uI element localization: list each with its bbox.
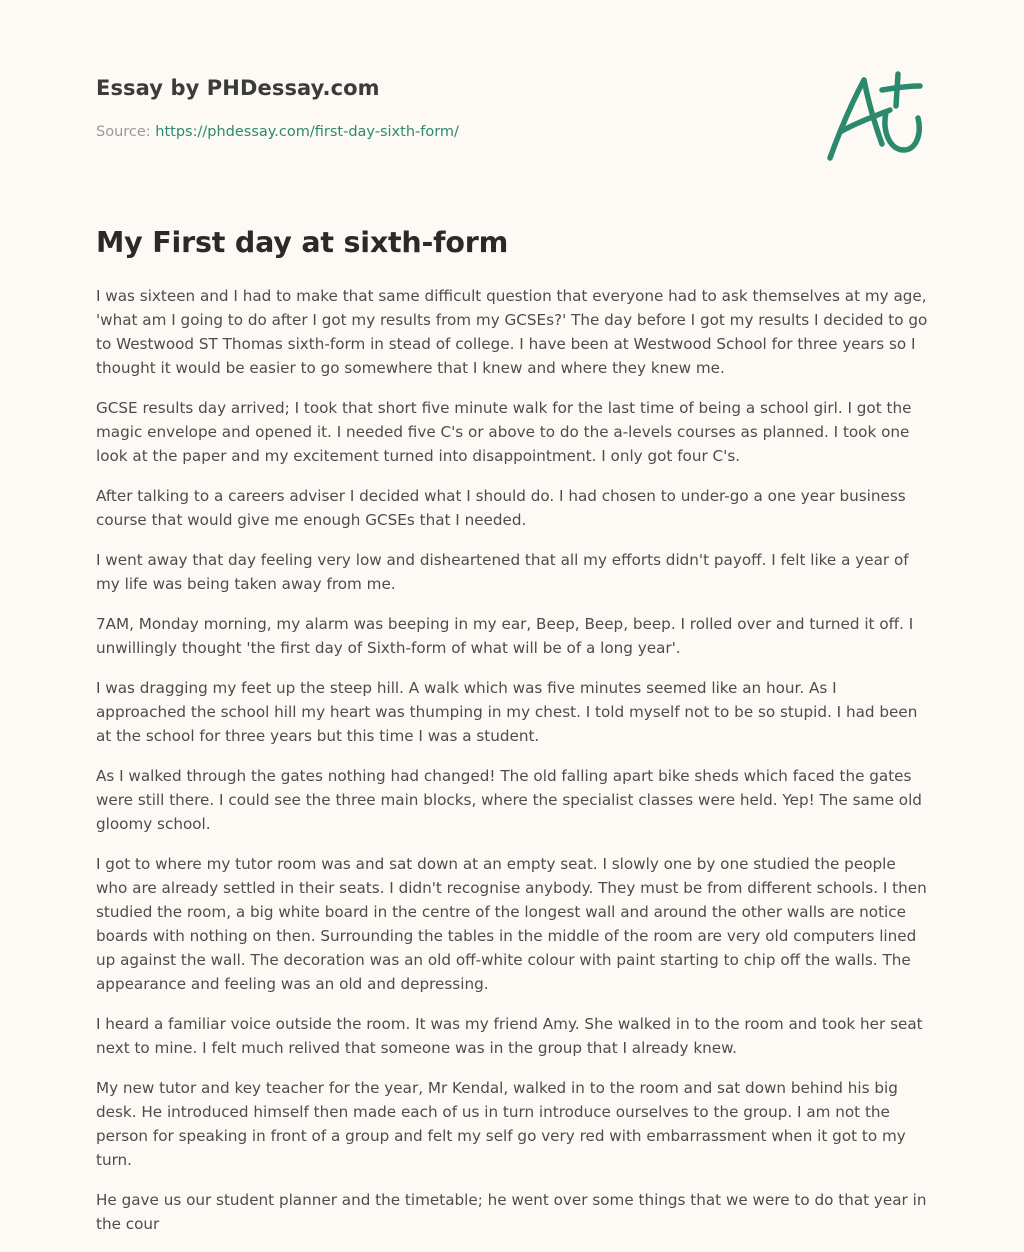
essay-paragraph: I was sixteen and I had to make that same difficult question that everyone had to ask themselves at my age, 'what am I going to do after I got my results from my GCSEs?' The day before I got my results I decided to go to Westwood ST Thomas sixth-form in stead of college. I have been at Westwood School for three years so I thought it would be easier to go somewhere that I knew and where they knew me.	[96, 287, 928, 377]
essay-paragraph: GCSE results day arrived; I took that short five minute walk for the last time of being a school girl. I got the magic envelope and opened it. I needed five C's or above to do the a-levels courses as planned. I took one look at the paper and my excitement turned into disappointment. I only got four C's.	[96, 399, 912, 465]
source-label: Source:	[96, 124, 156, 140]
essay-paragraph: My new tutor and key teacher for the year, Mr Kendal, walked in to the room and sat down behind his big desk. He introduced himself then made each of us in turn introduce ourselves to the group. I am not the person for speaking in front of a group and felt my self go very red with embarrassment when it got to my turn.	[96, 1079, 906, 1169]
essay-paragraph: I got to where my tutor room was and sat down at an empty seat. I slowly one by one studied the people who are already settled in their seats. I didn't recognise anybody. They must be from different schools. I then studied the room, a big white board in the centre of the longest wall and around the other walls are notice boards with nothing on then. Surrounding the tables in the middle of the room are very old computers lined up against the wall. The decoration was an old off-white colour with paint starting to chip off the walls. The appearance and feeling was an old and depressing.	[96, 855, 927, 993]
essay-paragraph: He gave us our student planner and the timetable; he went over some things that we were to do that year in the cour	[96, 1191, 927, 1233]
essay-paragraph: I heard a familiar voice outside the room. It was my friend Amy. She walked in to the room and took her seat next to mine. I felt much relived that someone was in the group that I already knew.	[96, 1015, 923, 1057]
essay-paragraph: 7AM, Monday morning, my alarm was beeping in my ear, Beep, Beep, beep. I rolled over and turned it off. I unwillingly thought 'the first day of Sixth-form of what will be of a long year'.	[96, 615, 914, 657]
essay-paragraph: After talking to a careers adviser I decided what I should do. I had chosen to under-go a one year business course that would give me enough GCSEs that I needed.	[96, 487, 906, 529]
essay-paragraph: I was dragging my feet up the steep hill. A walk which was five minutes seemed like an hour. As I approached the school hill my heart was thumping in my chest. I told myself not to be so stupid. I had been at the school for three years but this time I was a student.	[96, 679, 918, 745]
source-line	[96, 124, 459, 140]
source-link[interactable]: https://phdessay.com/first-day-sixth-form/	[155, 124, 459, 140]
essay-paragraph: I went away that day feeling very low and disheartened that all my efforts didn't payoff. I felt like a year of my life was being taken away from me.	[96, 551, 909, 593]
a-plus-logo	[820, 66, 930, 166]
essay-title: My First day at sixth-form	[96, 226, 509, 259]
essay-paragraph: As I walked through the gates nothing had changed! The old falling apart bike sheds which faced the gates were still there. I could see the three main blocks, where the specialist classes were held. Yep! The same old gloomy school.	[96, 767, 922, 833]
essay-body	[96, 284, 930, 1252]
site-name: Essay by PHDessay.com	[96, 76, 380, 100]
